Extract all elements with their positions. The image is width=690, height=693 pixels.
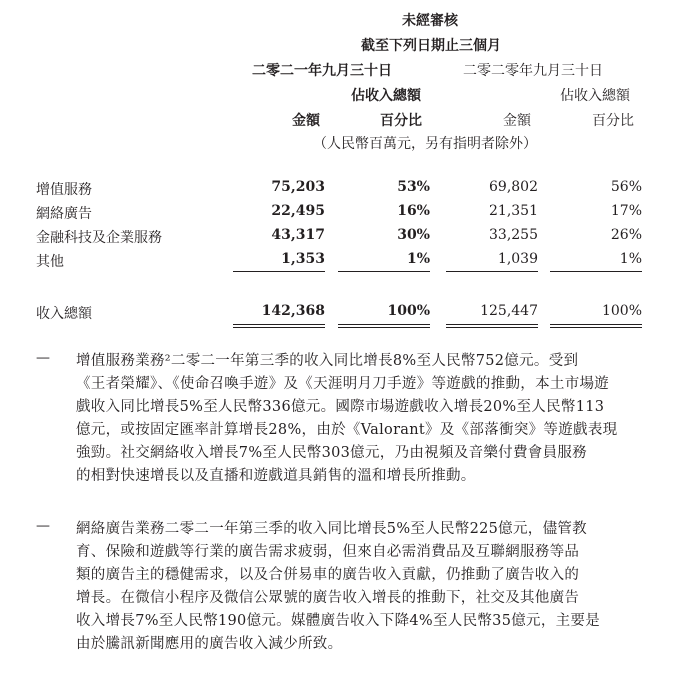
percent-2020: 56%: [610, 179, 642, 195]
paragraph-line: 的相對快速增長以及直播和遊戲道具銷售的溫和增長所推動。: [76, 468, 476, 484]
amount-2020: 1,039: [497, 251, 538, 267]
amount-2021: 43,317: [271, 227, 325, 243]
percent-2021: 16%: [397, 203, 430, 219]
bullet-paragraph: [76, 518, 642, 656]
percent-2020: 17%: [610, 203, 642, 219]
total-label: 收入總額: [36, 306, 92, 322]
paragraph-line: 戲收入同比增長5%至人民幣336億元。國際市場遊戲收入增長20%至人民幣113: [76, 399, 605, 415]
paragraph-line: 《王者榮耀》、《使命召喚手遊》及《天涯明月刀手遊》等遊戲的推動，本土市場遊: [76, 376, 610, 392]
total-double-rule: [550, 327, 642, 328]
percent-2020: 26%: [610, 227, 642, 243]
paragraph-line: 億元，或按固定匯率計算增長28%，由於《Valorant》及《部落衝突》等遊戲表現: [76, 422, 618, 438]
amount-2020: 21,351: [489, 203, 538, 219]
total-double-rule: [446, 324, 538, 325]
column-group-2020: 二零二零年九月三十日: [463, 63, 603, 79]
amount-2020-heading: 金額: [503, 113, 531, 129]
paragraph-line: 網絡廣告業務二零二一年第三季的收入同比增長5%至人民幣225億元，儘管教: [76, 521, 587, 537]
percent-2021: 1%: [406, 251, 430, 267]
pct-of-total-2021-heading: 佔收入總額: [351, 88, 421, 104]
total-double-rule: [338, 327, 430, 328]
paragraph-line: 收入增長7%至人民幣190億元。媒體廣告收入下降4%至人民幣35億元，主要是: [76, 613, 601, 629]
total-double-rule: [446, 327, 538, 328]
row-label: 其他: [36, 254, 64, 270]
period-heading: 截至下列日期止三個月: [361, 38, 501, 54]
percent-2020: 1%: [619, 251, 642, 267]
subtotal-rule: [550, 271, 642, 272]
pct-of-total-2020-heading: 佔收入總額: [560, 88, 630, 104]
column-group-2021: 二零二一年九月三十日: [252, 63, 392, 79]
subtotal-rule: [446, 271, 538, 272]
unit-note: （人民幣百萬元，另有指明者除外）: [313, 136, 537, 152]
total-amount-2021: 142,368: [261, 303, 325, 319]
unaudited-heading: 未經審核: [402, 13, 458, 29]
percent-2021: 30%: [397, 227, 430, 243]
amount-2021: 22,495: [271, 203, 325, 219]
total-amount-2020: 125,447: [480, 303, 538, 319]
paragraph-line: 育、保險和遊戲等行業的廣告需求疲弱，但來自必需消費品及互聯網服務等品: [76, 544, 580, 560]
total-percent-2021: 100%: [387, 303, 430, 319]
amount-2020: 33,255: [489, 227, 538, 243]
paragraph-line: 由於騰訊新聞應用的廣告收入減少所致。: [76, 636, 343, 652]
amount-2021: 1,353: [281, 251, 325, 267]
paragraph-line: 增值服務業務²二零二一年第三季的收入同比增長8%至人民幣752億元。受到: [76, 353, 579, 369]
bullet-dash: —: [36, 350, 50, 366]
paragraph-line: 強勁。社交網絡收入增長7%至人民幣303億元，乃由視頻及音樂付費會員服務: [76, 445, 587, 461]
bullet-dash: —: [36, 518, 50, 534]
total-double-rule: [550, 324, 642, 325]
row-label: 網絡廣告: [36, 206, 92, 222]
percent-2021: 53%: [397, 179, 430, 195]
subtotal-rule: [233, 271, 325, 272]
paragraph-line: 增長。在微信小程序及微信公眾號的廣告收入增長的推動下，社交及其他廣告: [76, 590, 580, 606]
bullet-paragraph: [76, 350, 642, 488]
total-double-rule: [338, 324, 430, 325]
row-label: 金融科技及企業服務: [36, 230, 162, 246]
amount-2021: 75,203: [271, 179, 325, 195]
row-label: 增值服務: [36, 182, 92, 198]
total-double-rule: [233, 324, 325, 325]
total-double-rule: [233, 327, 325, 328]
percent-2021-heading: 百分比: [380, 113, 422, 129]
amount-2021-heading: 金額: [292, 113, 320, 129]
total-percent-2020: 100%: [601, 303, 642, 319]
subtotal-rule: [338, 271, 430, 272]
amount-2020: 69,802: [489, 179, 538, 195]
paragraph-line: 類的廣告主的穩健需求，以及合併易車的廣告收入貢獻，仍推動了廣告收入的: [76, 567, 580, 583]
percent-2020-heading: 百分比: [592, 113, 634, 129]
